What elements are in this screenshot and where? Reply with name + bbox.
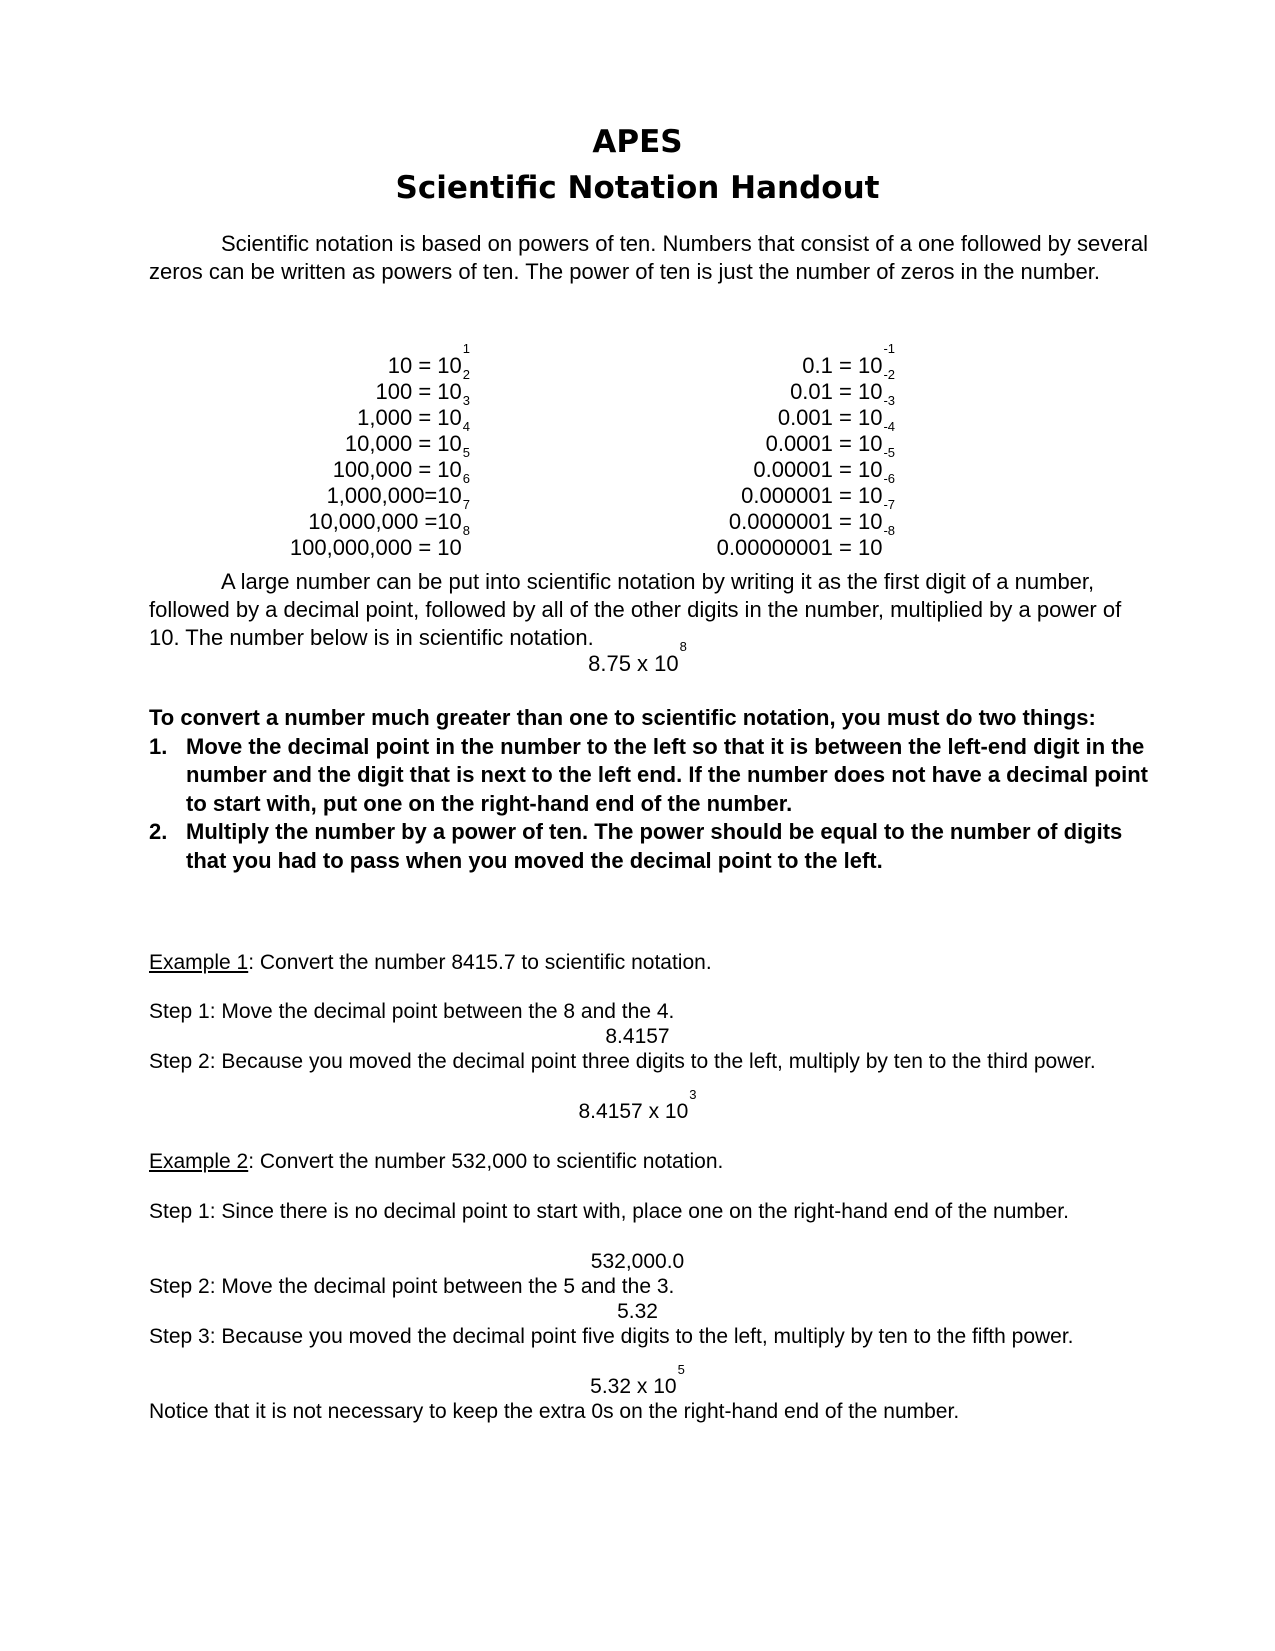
example1-result2: 8.4157 x $10^3$ [578,1087,697,1123]
power-row: $0.1 = 10^{-1}$ [802,341,895,378]
power-row: $0.000001 = 10^{-6}$ [741,471,895,508]
example2-step1: Step 1: Since there is no decimal point to start with, place one on the right-hand end of the number. [149,1200,1069,1223]
negative-powers-table [690,341,895,561]
rule-text: Move the decimal point in the number to the left so that it is between the left-end digit in the number and the digit that is next to the left end. If the number does not have a decimal point to start with, put one on the right-hand end of the number. [186,733,1148,816]
power-row: $0.0000001 = 10^{-7}$ [728,497,895,534]
rule-number: 1. [149,733,168,759]
rule-item [149,818,1149,875]
page-title: APES [592,124,683,160]
power-row: $1,000 = 10^3$ [357,393,470,430]
power-row: $1,000,000=10^6$ [326,471,470,508]
example2-result2: 5.32 [617,1300,658,1323]
convert-heading: To convert a number much greater than one to scientific notation, you must do two things: [149,705,1096,730]
power-row: $10,000,000 =10^7$ [308,497,470,534]
example2-prompt: Example 2: Convert the number 532,000 to scientific notation. [149,1150,724,1173]
power-row: $0.00000001 = 10^{-8}$ [716,523,895,560]
rule-item [149,733,1149,819]
example2-label: Example 2 [149,1150,249,1173]
positive-powers-table [240,341,470,561]
page-subtitle: Scientific Notation Handout [395,170,880,206]
example1-result1: 8.4157 [605,1025,670,1048]
example2-step3: Step 3: Because you moved the decimal point five digits to the left, multiply by ten to the fifth power. [149,1325,1074,1348]
rule-text: Multiply the number by a power of ten. The power should be equal to the number of digits that you had to pass when you moved the decimal point to the left. [186,819,1123,873]
example2-result3: 5.32 x $10^5$ [590,1362,685,1398]
example2-step2: Step 2: Move the decimal point between the 5 and the 3. [149,1275,675,1298]
example1-prompt: Example 1: Convert the number 8415.7 to scientific notation. [149,951,712,974]
power-row: $100 = 10^2$ [375,367,470,404]
power-row: $0.00001 = 10^{-5}$ [753,445,895,482]
power-row: $0.001 = 10^{-3}$ [777,393,895,430]
rule-number: 2. [149,819,168,844]
power-row: $0.0001 = 10^{-4}$ [765,419,895,456]
example2-notice: Notice that it is not necessary to keep the extra 0s on the right-hand end of the number. [149,1400,960,1423]
large-number-paragraph: A large number can be put into scientific notation by writing it as the first digit of a number, followed by a decimal point, followed by all of the other digits in the number, multiplied by a power of 10. The number below is in scientific notation. [149,569,1122,650]
example1-step1: Step 1: Move the decimal point between the 8 and the 4. [149,1000,675,1023]
intro-paragraph: Scientific notation is based on powers of ten. Numbers that consist of a one followed by several zeros can be written as powers of ten. The power of ten is just the number of zeros in the number. [149,231,1148,284]
conversion-instructions [149,704,1149,875]
example1-label: Example 1 [149,951,249,974]
power-row: $100,000 = 10^5$ [332,445,470,482]
power-row: $10 = 10^1$ [387,341,470,378]
example1-step2: Step 2: Because you moved the decimal point three digits to the left, multiply by ten to the third power. [149,1050,1096,1073]
power-row: $100,000,000 = 10^8$ [289,523,470,560]
power-row: $0.01 = 10^{-2}$ [790,367,895,404]
power-row: $10,000 = 10^4$ [344,419,470,456]
sample-notation: 8.75 x $10^8$ [588,639,687,676]
example2-result1: 532,000.0 [590,1250,685,1273]
